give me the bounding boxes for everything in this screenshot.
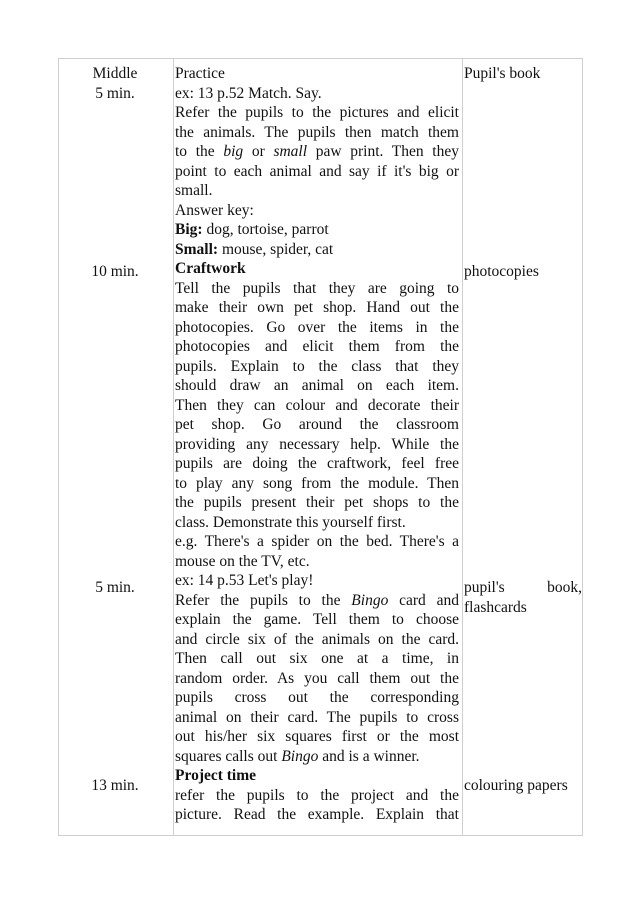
text-line: out his/her six squares first or the most: [175, 728, 459, 745]
text-line: the pupils present their pet shops to the: [175, 494, 459, 511]
procedure-column: [175, 64, 459, 825]
answer-key-label: Answer key:: [175, 201, 254, 219]
text-line: to the big or small paw print. Then they: [175, 143, 459, 160]
resource-cell: flashcards: [464, 598, 527, 616]
text-line: pupils are doing the craftwork, feel free: [175, 455, 459, 472]
text-line: squares calls out Bingo and is a winner.: [175, 747, 420, 765]
text-line: picture. Read the example. Explain that: [175, 806, 459, 823]
text-line: explain the game. Tell them to choose: [175, 611, 459, 628]
text-line: pet shop. Go around the classroom: [175, 416, 459, 433]
text-line: pupils cross out the corresponding: [175, 689, 459, 706]
text-line: photocopies. Go over the items in the: [175, 318, 459, 336]
time-cell: 13 min.: [91, 777, 139, 794]
column-divider: [462, 59, 463, 835]
text-line: point to each animal and say if it's big or: [175, 162, 459, 180]
text-line: Tell the pupils that they are going to: [175, 279, 459, 297]
answer-small: Small: mouse, spider, cat: [175, 240, 334, 258]
time-column: [59, 578, 171, 598]
text-line: Then they can colour and decorate their: [175, 396, 459, 414]
resources-column: [464, 262, 582, 282]
resource-cell: pupil's book,: [464, 579, 582, 596]
stage-label: Middle: [92, 65, 138, 82]
text-line: Refer the pupils to the pictures and elicit: [175, 104, 459, 121]
activity-heading: Craftwork: [175, 260, 246, 277]
time-cell: 10 min.: [91, 263, 139, 280]
text-line: photocopies and elicit them from the: [175, 338, 459, 355]
text-line: should draw an animal on each item.: [175, 377, 459, 394]
time-column: [59, 262, 171, 282]
time-column: [59, 64, 171, 103]
text-line: refer the pupils to the project and the: [175, 786, 459, 804]
text-line: Then call out six one at a time, in: [175, 650, 459, 667]
text-line: animal on their card. The pupils to cross: [175, 708, 459, 726]
activity-heading: Project time: [175, 767, 257, 784]
exercise-line: ex: 13 p.52 Match. Say.: [175, 84, 322, 102]
text-line: e.g. There's a spider on the bed. There's a: [175, 533, 459, 550]
time-column: [59, 776, 171, 796]
exercise-line: ex: 14 p.53 Let's play!: [175, 572, 314, 589]
resource-cell: Pupil's book: [464, 65, 541, 82]
text-line: the animals. The pupils then match them: [175, 123, 459, 141]
resources-column: [464, 64, 582, 84]
text-line: providing any necessary help. While the: [175, 435, 459, 453]
text-line: make their own pet shop. Hand out the: [175, 299, 459, 316]
text-line: small.: [175, 182, 213, 199]
column-divider: [173, 59, 174, 835]
resource-cell: colouring papers: [464, 777, 568, 794]
time-cell: 5 min.: [95, 579, 135, 596]
text-line: pupils. Explain to the class that they: [175, 357, 459, 375]
text-line: to play any song from the module. Then: [175, 474, 459, 492]
lesson-plan-table: [58, 58, 583, 836]
resources-column: [464, 776, 582, 796]
text-line: and circle six of the animals on the card.: [175, 630, 459, 648]
resource-cell: photocopies: [464, 263, 539, 280]
time-cell: 5 min.: [95, 84, 135, 102]
resources-column: [464, 578, 582, 617]
text-line: class. Demonstrate this yourself first.: [175, 513, 406, 531]
activity-heading: Practice: [175, 65, 225, 82]
text-line: Refer the pupils to the Bingo card and: [175, 591, 459, 609]
answer-big: Big: dog, tortoise, parrot: [175, 221, 329, 238]
text-line: mouse on the TV, etc.: [175, 552, 310, 570]
text-line: random order. As you call them out the: [175, 669, 459, 687]
